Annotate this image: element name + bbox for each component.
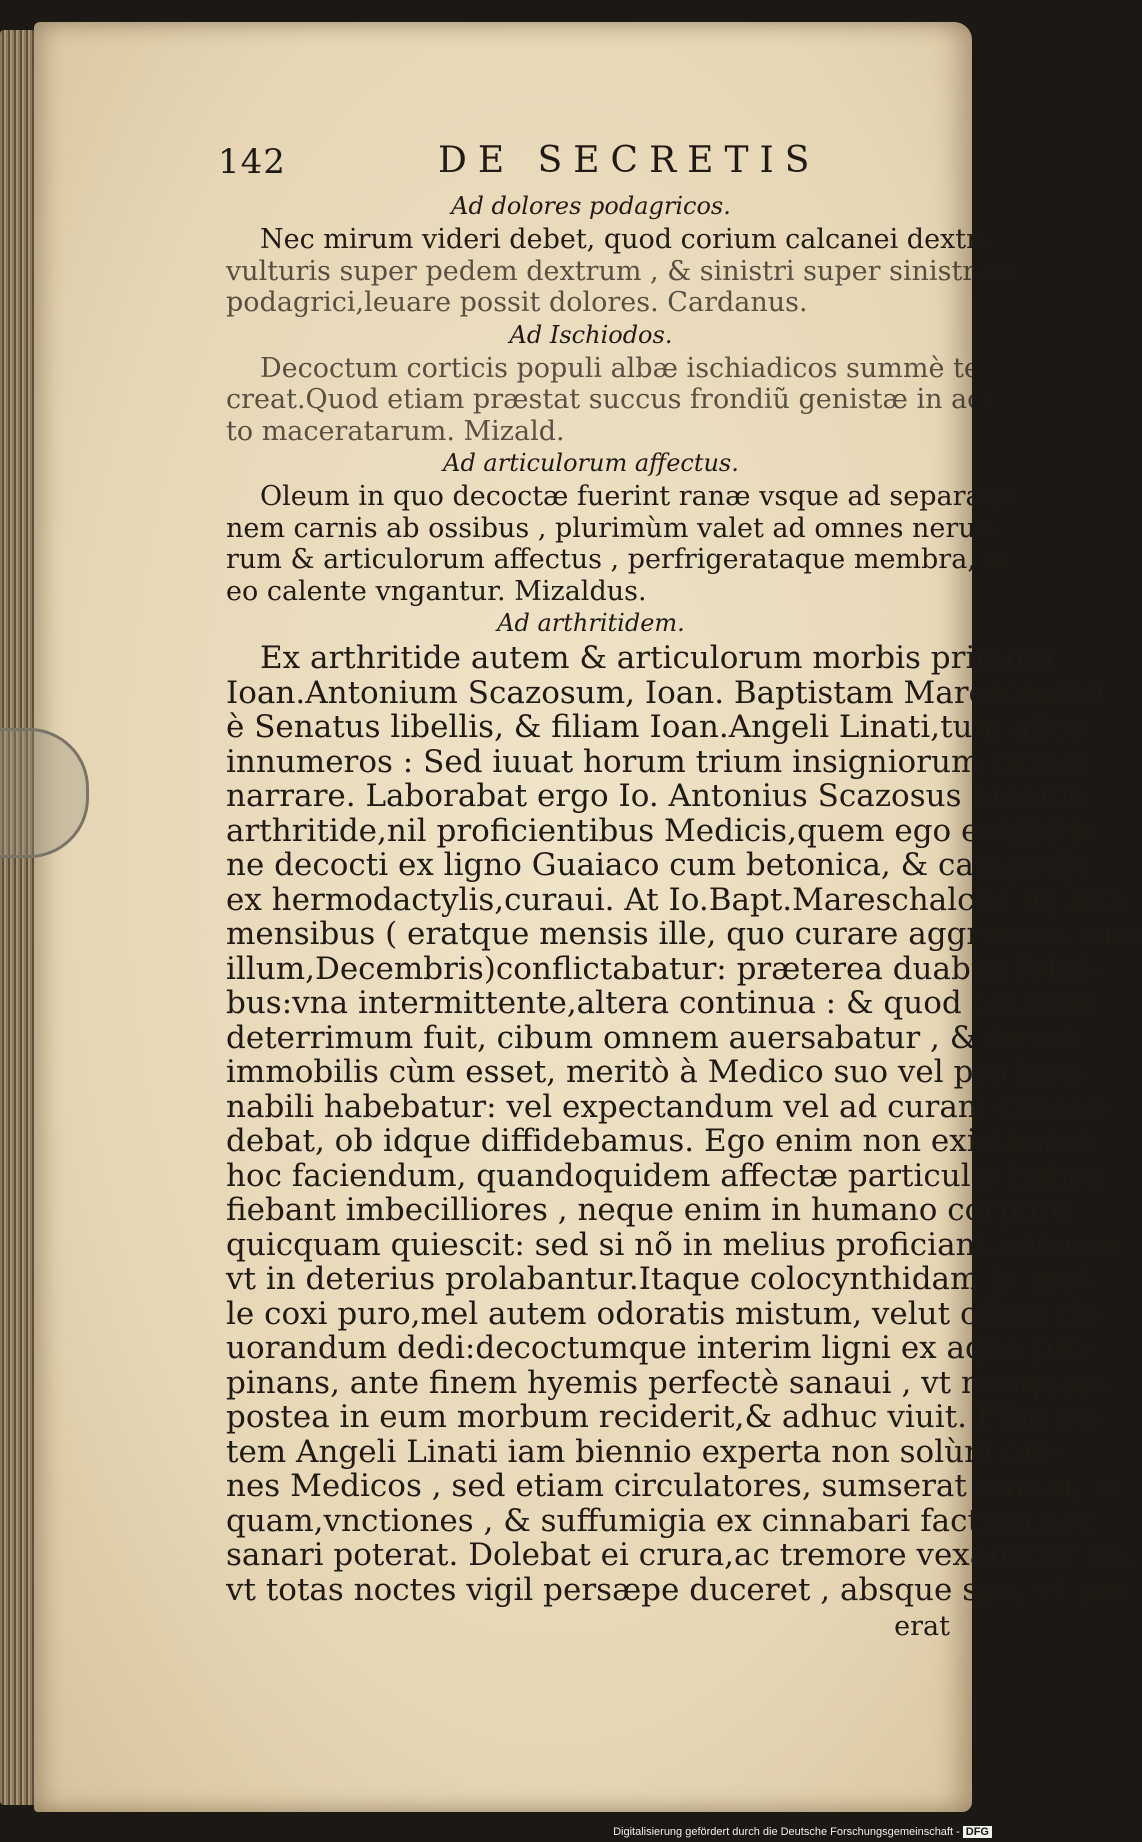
text-line: Ex arthritide autem & articulorum morbis primum [260, 640, 1055, 676]
text-line: immobilis cùm esset, meritò à Medico suo vel pro insa- [226, 1054, 1092, 1090]
text-line: hoc faciendum, quandoquidem affectæ particulæ indies [226, 1157, 1104, 1194]
text-line: tem Angeli Linati iam biennio experta non solùm om- [226, 1433, 1062, 1470]
page-header [218, 140, 956, 190]
text-line: innumeros : Sed iuuat horum trium insigniorum curam [226, 743, 1091, 780]
text-line: bus:vna intermittente,altera continua : & quod omnium [226, 985, 1099, 1021]
credit-text: Digitalisierung gefördert durch die Deutsche Forschungsgemeinschaft - [613, 1826, 960, 1838]
section-heading: Ad arthritidem. [497, 609, 685, 637]
text-line: Ioan.Antonium Scazosum, Ioan. Baptistam Mareschalcũ [226, 674, 1106, 711]
page-number: 142 [218, 142, 286, 182]
text-line: Oleum in quo decoctæ fuerint ranæ vsque ad separatio [260, 481, 1018, 512]
text-line: quam,vnctiones , & suffumigia ex cinnabari factitio,nec [226, 1502, 1097, 1539]
text-line: Nec mirum videri debet, quod corium calcanei dextri [260, 224, 988, 255]
section-ischiodos [226, 320, 1008, 448]
section-heading: Ad Ischiodos. [509, 320, 673, 349]
text-line: eo calente vngantur. Mizaldus. [226, 575, 647, 607]
text-line: narrare. Laborabat ergo Io. Antonius Scazosus biennio [226, 778, 1088, 814]
text-line: nabili habebatur: vel expectandum vel ad curam conten- [226, 1088, 1115, 1125]
section-arthritidem [226, 609, 1142, 1608]
section-heading: Ad dolores podagricos. [451, 192, 731, 220]
text-line: to maceratarum. Mizald. [226, 415, 565, 447]
text-line: ex hermodactylis,curaui. At Io.Bapt.Mareschalcus iiij.iam [226, 881, 1128, 918]
text-line: deterrimum fuit, cibum omnem auersabatur , & fermè [226, 1019, 1080, 1056]
catchword: erat [894, 1611, 950, 1642]
running-title: DE SECRETIS [438, 140, 821, 181]
section-heading: Ad articulorum affectus. [443, 449, 739, 477]
text-line: vt in deterius prolabantur.Itaque colocynthidam in mel- [226, 1261, 1098, 1297]
text-line: rum & articulorum affectus , perfrigerataque membra, si [226, 544, 1007, 575]
text-line: quicquam quiescit: sed si nõ in melius proficiant,necesse [226, 1226, 1123, 1263]
text-line: podagrici,leuare possit dolores. Cardanus. [226, 287, 808, 318]
text-line: è Senatus libellis, & filiam Ioan.Angeli Linati,tum alios [226, 709, 1085, 745]
text-line: nes Medicos , sed etiam circulatores, sumserat vinum, a- [226, 1468, 1123, 1504]
text-line: postea in eum morbum reciderit,& adhuc viuit. Filia au- [226, 1399, 1106, 1435]
text-line: ne decocti ex ligno Guaiaco cum betonica, & catapotijs [226, 847, 1092, 883]
dfg-logo: DFG [963, 1826, 992, 1838]
text-line: pinans, ante finem hyemis perfectè sanaui , vt nunquam [226, 1364, 1109, 1401]
text-line: nem carnis ab ossibus , plurimùm valet ad omnes neruo- [226, 512, 1002, 544]
text-line: Decoctum corticis populi albæ ischiadicos summè te- [260, 352, 989, 384]
text-line: creat.Quod etiam præstat succus frondiũ genistæ in ace- [226, 384, 1008, 415]
section-podagra [226, 192, 1019, 319]
text-line: sanari poterat. Dolebat ei crura,ac tremore vexabatur ita, [226, 1537, 1135, 1573]
section-articulorum [226, 449, 1018, 607]
text-line: le coxi puro,mel autem odoratis mistum, velut offam de- [226, 1295, 1108, 1332]
page-content [218, 140, 1142, 1642]
text-line: fiebant imbecilliores , neque enim in humano corpore [226, 1192, 1070, 1228]
text-line: uorandum dedi:decoctumque interim ligni ex aqua pro- [226, 1330, 1097, 1366]
text-line: vulturis super pedem dextrum , & sinistri super sinistrum [226, 255, 1019, 287]
text-line: illum,Decembris)conflictabatur: præterea duabus febri- [226, 950, 1102, 987]
digitization-credit [613, 1826, 992, 1838]
text-line: arthritide,nil proficientibus Medicis,quem ego exhibitio [226, 812, 1098, 849]
text-line: debat, ob idque diffidebamus. Ego enim non existimaui [226, 1123, 1093, 1159]
text-line: mensibus ( eratque mensis ille, quo curare aggressus sum [226, 916, 1142, 952]
text-line: vt totas noctes vigil persæpe duceret , absque spe, vt par [226, 1571, 1129, 1608]
